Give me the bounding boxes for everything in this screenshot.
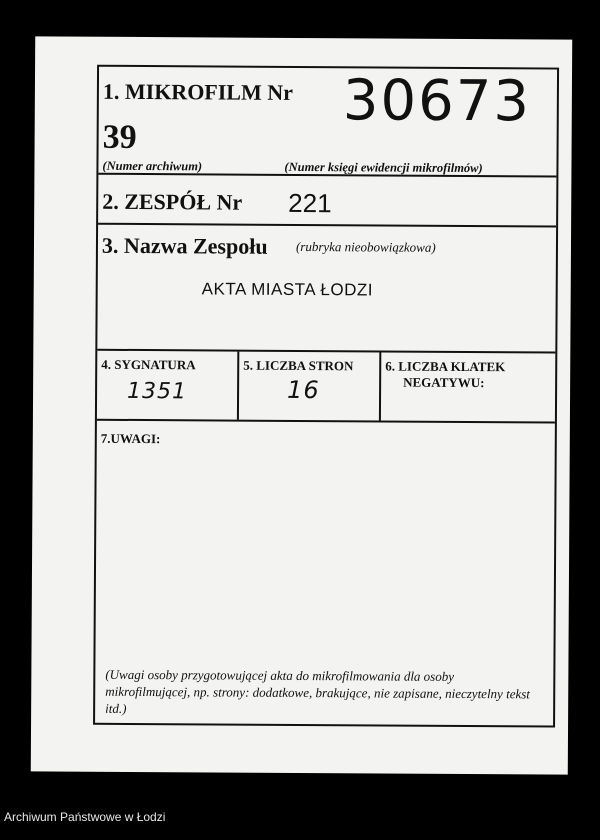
- liczba-stron-value: 16: [287, 375, 320, 405]
- sygnatura-value: 1351: [127, 378, 188, 405]
- uwagi-label: 7.UWAGI:: [100, 430, 161, 447]
- mikrofilm-section: [98, 67, 557, 178]
- zespol-value: 221: [288, 187, 332, 219]
- nazwa-label: 3. Nazwa Zespołu: [101, 232, 268, 259]
- microfilm-card: [31, 36, 572, 774]
- form-grid: [93, 65, 559, 728]
- nazwa-value: AKTA MIASTA ŁODZI: [201, 279, 374, 300]
- archive-credit: Archiwum Państwowe w Łodzi: [4, 810, 166, 824]
- liczba-klatek-label-line2: NEGATYWU:: [403, 374, 485, 391]
- archive-number: 39: [102, 118, 137, 156]
- sygnatura-cell: [97, 351, 239, 420]
- nazwa-hint: (rubryka nieobowiązkowa): [295, 238, 436, 255]
- zespol-section: [98, 175, 556, 228]
- uwagi-note: (Uwagi osoby przygotowującej akta do mikrofilmowania dla osoby mikrofilmującej, np. strony: dodatkowe, brakujące, nie zapisane, nieczytelny tekst itd.): [105, 666, 530, 716]
- details-row: [97, 351, 555, 424]
- liczba-klatek-label-line1: 6. LICZBA KLATEK: [385, 358, 506, 375]
- liczba-klatek-cell: [381, 352, 555, 421]
- nazwa-section: [97, 225, 556, 354]
- uwagi-section: [95, 421, 555, 726]
- archive-number-caption: (Numer archiwum): [102, 158, 203, 174]
- liczba-stron-cell: [239, 352, 381, 421]
- sygnatura-label: 4. SYGNATURA: [101, 356, 196, 373]
- zespol-label: 2. ZESPÓŁ Nr: [102, 188, 243, 215]
- mikrofilm-label: 1. MIKROFILM Nr: [102, 78, 294, 105]
- register-number-caption: (Numer księgi ewidencji mikrofilmów): [284, 159, 483, 176]
- register-number: 30673: [342, 68, 532, 135]
- liczba-stron-label: 5. LICZBA STRON: [243, 357, 354, 374]
